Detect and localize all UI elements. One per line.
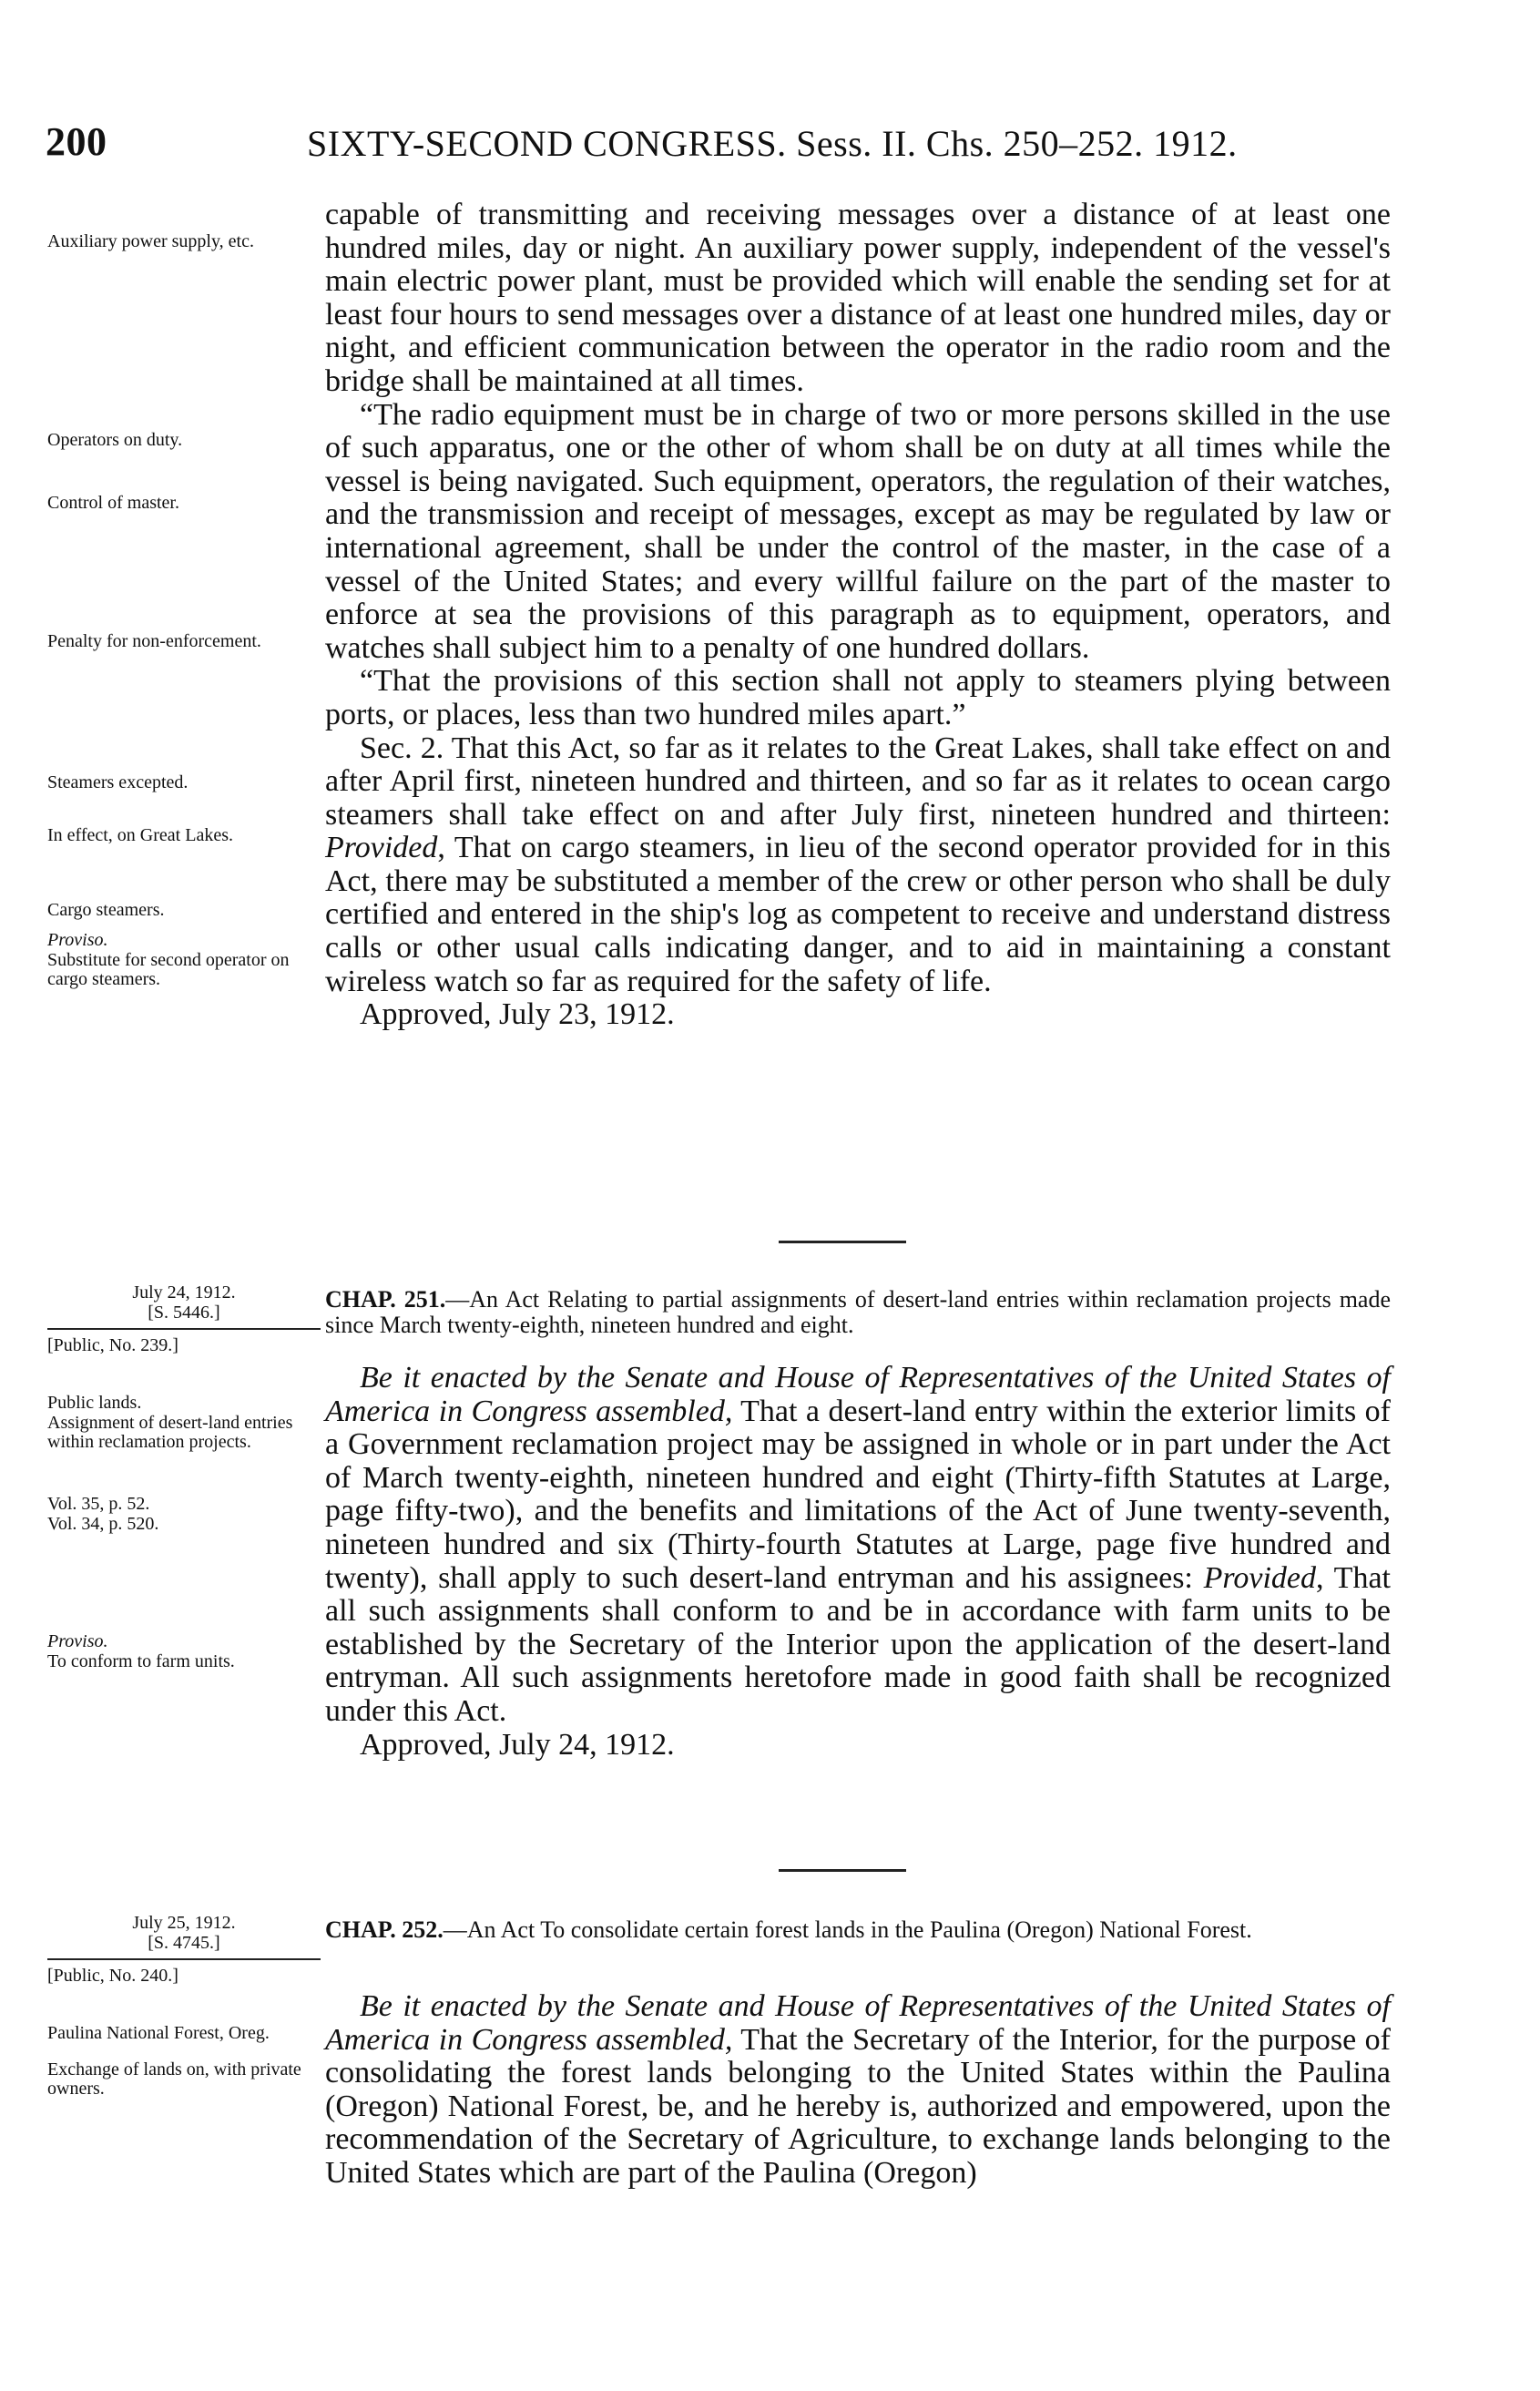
paragraph: capable of transmitting and receiving messages over a distance of at least one hundred miles, day or night. An auxiliary power supply, independent of the vessel's main electric power plant, must be provided which will enable the sending set for at least four hours to send messages over a distance of at least one hundred miles, day or night, and efficient communication between the operator in the radio room and the bridge shall be maintained at all times. bbox=[325, 198, 1391, 398]
margin-note: Exchange of lands on, with private owners. bbox=[47, 2059, 301, 2099]
margin-note: Cargo steamers. bbox=[47, 900, 165, 920]
chapter-number: CHAP. 252. bbox=[325, 1916, 444, 1943]
divider bbox=[47, 1328, 321, 1330]
margin-note: Assignment of desert-land entries within reclamation projects. bbox=[47, 1413, 293, 1452]
margin-note: Proviso. bbox=[47, 930, 108, 950]
chapter-title: —An Act To consolidate certain forest lands in the Paulina (Oregon) National Forest. bbox=[443, 1916, 1252, 1943]
chapter-heading bbox=[325, 1917, 1391, 1943]
approved-line: Approved, July 23, 1912. bbox=[360, 997, 675, 1032]
paragraph: “The radio equipment must be in charge of two or more persons skilled in the use of such apparatus, one or the other of whom shall be on duty at all times while the vessel is being navigated. Such equipment, operators, the regulation of their watches, and the transmission and receipt of messages, except as may be regulated by law or international agreement, shall be under the control of the master, in the case of a vessel of the United States; and every willful failure on the part of the master to enforce at sea the provisions of this paragraph as to equipment, operators, and watches shall subject him to a penalty of one hundred dollars. bbox=[325, 397, 1391, 665]
margin-note: Auxiliary power supply, etc. bbox=[47, 231, 254, 251]
chapter-sidenote bbox=[47, 1913, 321, 1986]
divider bbox=[47, 1958, 321, 1960]
paragraph: Be it enacted by the Senate and House of Representatives of the United States of America in Congress assembled, That a desert-land entry within the exterior limits of a Government reclamation project may be assigned in whole or in part under the Act of March twenty-eighth, nineteen hundred and eight (Thirty-fifth Statutes at Large, page fifty-two), and the benefits and limitations of the Act of June twenty-seventh, nineteen hundred and six (Thirty-fourth Statutes at Large, page five hundred and twenty), shall apply to such desert-land entryman and his assignees: Provided, That all such assignments shall conform to and be in accordance with farm units to be established by the Secretary of the Interior upon the application of the desert-land entryman. All such assignments heretofore made in good faith shall be recognized under this Act. bbox=[325, 1361, 1391, 1728]
margin-note: Steamers excepted. bbox=[47, 772, 189, 792]
margin-note: Vol. 34, p. 520. bbox=[47, 1514, 159, 1534]
chapter-body bbox=[325, 1990, 1391, 2191]
paragraph: Sec. 2. That this Act, so far as it relates to the Great Lakes, shall take effect on and after April first, nineteen hundred and thirteen, and so far as it relates to ocean cargo steamers shall take effect on and after July first, nineteen hundred and thirteen: Provided, That on cargo steamers, in lieu of the second operator provided for in this Act, there may be substituted a member of the crew or other person who shall be duly certified and entered in the ship's log as competent to receive and understand distress calls or other usual calls indicating danger, and to aid in maintaining a constant wireless watch so far as required for the safety of life. bbox=[325, 731, 1391, 998]
bill-number: [S. 4745.] bbox=[148, 1933, 220, 1953]
margin-note: Control of master. bbox=[47, 493, 179, 513]
margin-note: In effect, on Great Lakes. bbox=[47, 825, 233, 845]
page-header bbox=[46, 118, 1390, 173]
margin-note: Substitute for second operator on cargo steamers. bbox=[47, 950, 290, 989]
bill-number: [S. 5446.] bbox=[148, 1303, 220, 1323]
margin-note: Paulina National Forest, Oreg. bbox=[47, 2023, 270, 2043]
paragraph: Be it enacted by the Senate and House of Representatives of the United States of America in Congress assembled, That the Secretary of the Interior, for the purpose of consolidating the forest lands belonging to the United States within the Paulina (Oregon) National Forest, be, and he hereby is, authorized and empowered, upon the recommendation of the Secretary of Agriculture, to exchange lands belonging to the United States which are part of the Paulina (Oregon) bbox=[325, 1989, 1391, 2190]
chapter-number: CHAP. 251. bbox=[325, 1286, 446, 1313]
chapter-sidenote bbox=[47, 1282, 321, 1355]
chapter-heading bbox=[325, 1287, 1391, 1338]
section-body bbox=[325, 199, 1391, 1032]
act-date: July 25, 1912. bbox=[132, 1913, 236, 1933]
divider bbox=[779, 1869, 906, 1872]
chapter-title: —An Act Relating to partial assignments of desert-land entries within reclamation projects made since March twenty-eighth, nineteen hundred and eight. bbox=[325, 1286, 1391, 1338]
paragraph: “That the provisions of this section shall not apply to steamers plying between ports, or places, less than two hundred miles apart.” bbox=[325, 664, 1391, 731]
margin-note: Penalty for non-enforcement. bbox=[47, 631, 261, 651]
chapter-body bbox=[325, 1362, 1391, 1762]
margin-note: Vol. 35, p. 52. bbox=[47, 1494, 150, 1514]
running-head: SIXTY-SECOND CONGRESS. Sess. II. Chs. 250–252. 1912. bbox=[307, 123, 1238, 164]
public-number: [Public, No. 240.] bbox=[47, 1966, 178, 1986]
act-date: July 24, 1912. bbox=[132, 1282, 236, 1303]
margin-note: Public lands. bbox=[47, 1393, 142, 1413]
public-number: [Public, No. 239.] bbox=[47, 1335, 178, 1355]
margin-note: Proviso. bbox=[47, 1631, 108, 1651]
divider bbox=[779, 1241, 906, 1243]
approved-line: Approved, July 24, 1912. bbox=[360, 1727, 675, 1762]
margin-note: To conform to farm units. bbox=[47, 1651, 235, 1671]
margin-note: Operators on duty. bbox=[47, 430, 183, 450]
page-number: 200 bbox=[46, 119, 107, 164]
